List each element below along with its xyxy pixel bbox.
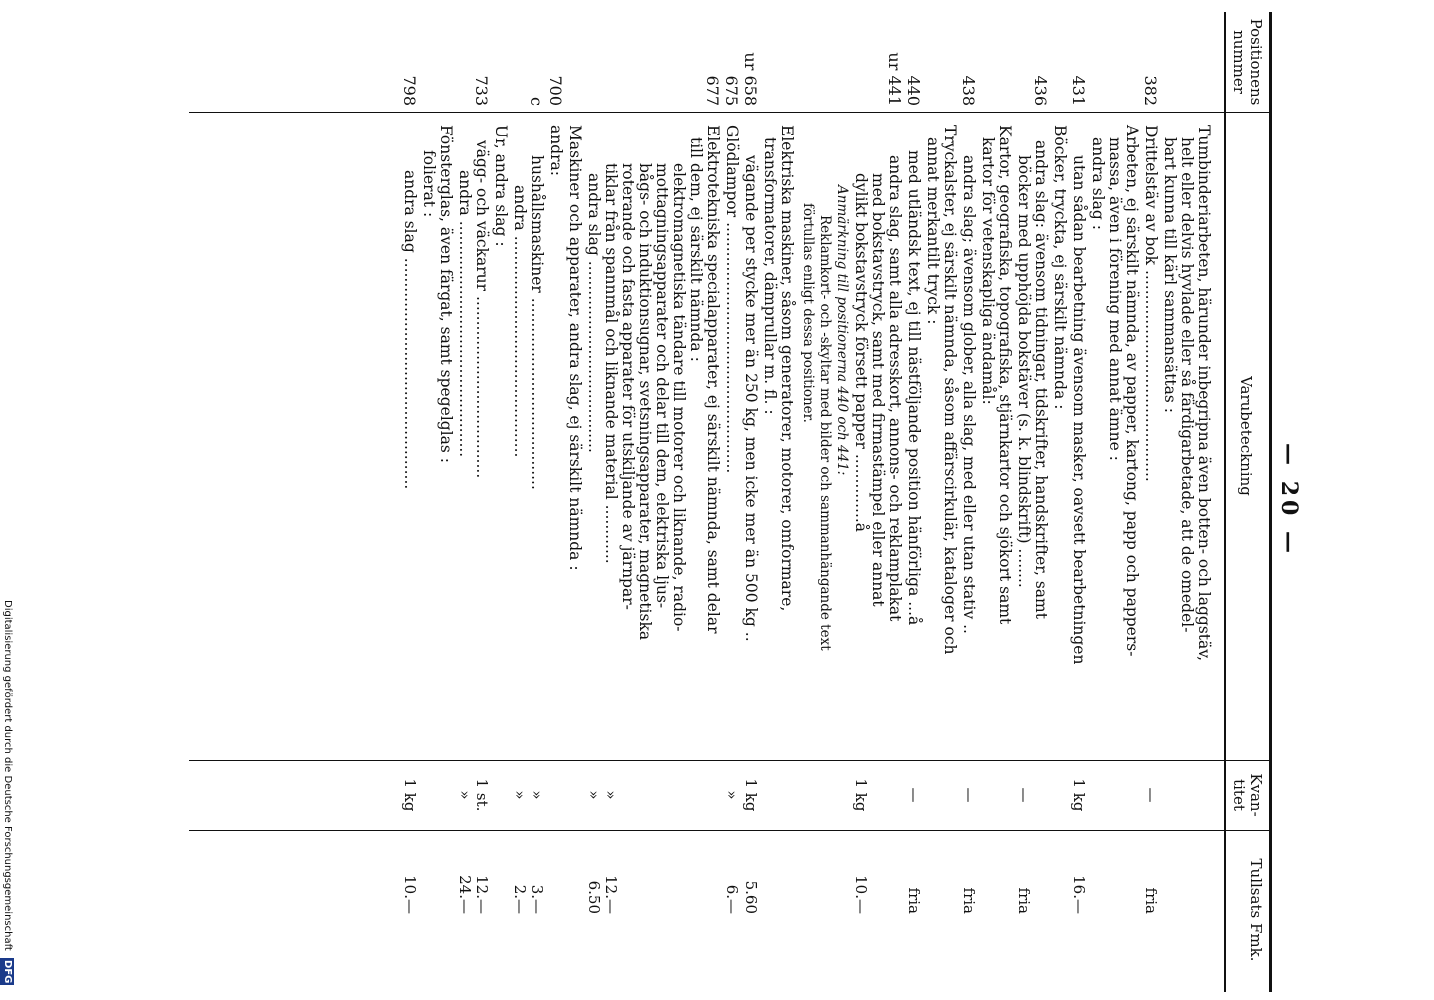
description-line: transformatorer, dämprullar m. fl. : bbox=[761, 137, 779, 415]
tariff-rate: 24.— bbox=[456, 875, 474, 914]
position-number: 431 bbox=[1069, 75, 1088, 106]
description-line: Elektriska maskiner, såsom generatorer, motorer, omformare, bbox=[778, 125, 796, 612]
tariff-rate: 10.— bbox=[401, 875, 419, 914]
description-line: elektromagnetiska tändare till motorer och liknande, radio- bbox=[670, 163, 688, 632]
description-line: Kartor, geografiska, topografiska, stjärnkartor och sjökort samt bbox=[996, 125, 1014, 625]
tariff-rate: fria bbox=[960, 887, 978, 914]
header-desc: Varubeteckning bbox=[1237, 376, 1255, 496]
quantity-unit: 1 kg bbox=[1070, 778, 1088, 812]
description-line: andra slag, samt alla adresskort, annons- och reklamplakat bbox=[886, 155, 904, 622]
col-divider-desc bbox=[189, 760, 1269, 761]
tariff-rate: 6.50 bbox=[585, 880, 603, 914]
description-line: med bokstavstryck, samt med firmastämpel eller annat bbox=[869, 173, 887, 607]
description-line: andra slag: ävensom tidningar, tidskrifter, handskrifter, samt bbox=[1032, 140, 1050, 619]
position-number: ur 441 bbox=[885, 52, 904, 106]
position-number: 675 bbox=[722, 75, 741, 106]
description-line: roterande och fasta apparater för utskiljande av järnpar- bbox=[619, 163, 637, 610]
table-header-rule bbox=[1224, 12, 1226, 992]
col-divider-qty bbox=[189, 830, 1269, 831]
description-line: Tryckalster, ej särskilt nämnda, såsom affärscirkulär, kataloger och bbox=[941, 125, 959, 655]
quantity-unit: 1 kg bbox=[401, 778, 419, 812]
position-number: 438 bbox=[959, 75, 978, 106]
description-line: massa, även i förening med annat ämne : bbox=[1106, 137, 1124, 461]
tariff-rate: 12.— bbox=[602, 875, 620, 914]
description-line: förtullas enligt dessa positioner. bbox=[800, 203, 816, 423]
quantity-unit: » bbox=[528, 790, 546, 800]
description-line: tiklar från spannmål och liknande material ............ bbox=[602, 163, 620, 564]
page-number: — 20 — bbox=[1276, 443, 1302, 557]
quantity-unit: » bbox=[456, 790, 474, 800]
tariff-rate: fria bbox=[1142, 887, 1160, 914]
description-line: helt eller delvis hyvlade eller så färdigarbetade, att de omedel- bbox=[1178, 137, 1196, 633]
description-line: andra: bbox=[547, 125, 565, 177]
description-line: bågs- och induktionsugnar, svetsningsapparater, magnetiska bbox=[636, 163, 654, 641]
position-number: 436 bbox=[1031, 75, 1050, 106]
tariff-rate: 12.— bbox=[473, 875, 491, 914]
description-line: Maskiner och apparater, andra slag, ej särskilt nämnda : bbox=[566, 125, 584, 571]
description-line: böcker med upphöjda bokstäver (s. k. blindskrift) ........ bbox=[1015, 155, 1033, 588]
description-line: andra slag ............................................... bbox=[401, 170, 419, 490]
quantity-unit: » bbox=[723, 790, 741, 800]
description-line: andra slag : bbox=[1089, 137, 1107, 230]
tariff-rate: 2.— bbox=[511, 884, 529, 914]
header-pos: Positionens nummer bbox=[1230, 18, 1265, 106]
description-line: bart kunna till kärl sammansättas : bbox=[1161, 137, 1179, 414]
description-line: till dem, ej särskilt nämnda : bbox=[687, 137, 705, 362]
quantity-unit: — bbox=[960, 787, 978, 803]
position-number: 440 bbox=[904, 75, 923, 106]
position-number: c bbox=[527, 97, 546, 106]
position-number: 677 bbox=[703, 75, 722, 106]
description-line: Fönsterglas, även färgat, samt spegelglas : bbox=[437, 125, 455, 464]
quantity-unit: » bbox=[602, 790, 620, 800]
sidebar-credit bbox=[0, 600, 14, 990]
header-qty: Kvan- titet bbox=[1230, 773, 1265, 817]
description-line: Elektrotekniska specialapparater, ej särskilt nämnda, samt delar bbox=[704, 125, 722, 634]
description-line: kartor för vetenskapliga ändamål: bbox=[979, 137, 997, 405]
description-line: mottagningsapparater och delar till dem, elektriska ljus- bbox=[653, 163, 671, 609]
tariff-rate: fria bbox=[905, 887, 923, 914]
description-line: andra ................................................ bbox=[456, 170, 474, 458]
description-line: Glödlampor ................................................... bbox=[723, 125, 741, 474]
description-line: med utländsk text, ej till nästföljande position hänförliga ...å bbox=[905, 150, 923, 626]
quantity-unit: — bbox=[1015, 787, 1033, 803]
position-number: 700 bbox=[546, 75, 565, 106]
quantity-unit: 1 st. bbox=[473, 778, 491, 812]
description-line: Reklamkort- och -skyltar med bilder och sammanhängande text bbox=[817, 215, 833, 651]
description-line: annat merkantilt tryck : bbox=[924, 137, 942, 325]
description-line: utan sådan bearbetning ävensom masker, oavsett bearbetningen bbox=[1070, 155, 1088, 665]
description-line: andra slag ....................................... bbox=[585, 173, 603, 453]
table-top-rule bbox=[1269, 12, 1272, 992]
position-number: 798 bbox=[400, 75, 419, 106]
description-line: hushållsmaskiner ....................................... bbox=[528, 155, 546, 490]
col-divider-pos bbox=[189, 112, 1269, 113]
header-tariff: Tullsats Fmk. bbox=[1247, 858, 1265, 962]
description-line: vägg- och väckarur ..................................... bbox=[473, 140, 491, 479]
description-line: dylikt bokstavstryck försett papper ..............å bbox=[852, 173, 870, 533]
quantity-unit: » bbox=[585, 790, 603, 800]
tariff-rate: 6.— bbox=[723, 884, 741, 914]
tariff-rate: 10.— bbox=[852, 875, 870, 914]
description-line: Anmärkning till positionerna 440 och 441: bbox=[834, 185, 850, 476]
tariff-rate: 16.— bbox=[1070, 875, 1088, 914]
tariff-rate: fria bbox=[1015, 887, 1033, 914]
position-number: ur 658 bbox=[741, 52, 760, 106]
description-line: vägande per stycke mer än 250 kg, men icke mer än 500 kg .. bbox=[742, 155, 760, 642]
quantity-unit: 1 kg bbox=[742, 778, 760, 812]
description-line: andra ............................................. bbox=[511, 185, 529, 458]
description-line: Böcker, tryckta, ej särskilt nämnda : bbox=[1051, 125, 1069, 410]
tariff-rate: 5.60 bbox=[742, 880, 760, 914]
sidebar-credit-text: Digitalisierung gefördert durch die Deutsche Forschungsgemeinschaft bbox=[2, 600, 13, 951]
quantity-unit: — bbox=[1142, 787, 1160, 803]
tariff-rate: 3.— bbox=[528, 884, 546, 914]
description-line: Arbeten, ej särskilt nämnda, av papper, kartong, papp och pappers- bbox=[1123, 125, 1141, 657]
dfg-logo: DFG bbox=[2, 960, 13, 984]
quantity-unit: 1 kg bbox=[852, 778, 870, 812]
description-line: Tumbinderiarbeten, härunder inbegripna även botten- och laggstäv, bbox=[1195, 125, 1213, 662]
description-line: andra slag; ävensom glober, alla slag, med eller utan stativ .. bbox=[960, 155, 978, 634]
position-number: 382 bbox=[1141, 75, 1160, 106]
description-line: Drittelstäv av bok ........................................... bbox=[1142, 125, 1160, 482]
quantity-unit: » bbox=[511, 790, 529, 800]
position-number: 733 bbox=[472, 75, 491, 106]
description-line: Ur, andra slag : bbox=[492, 125, 510, 247]
quantity-unit: — bbox=[905, 787, 923, 803]
description-line: folierat : bbox=[420, 150, 438, 218]
